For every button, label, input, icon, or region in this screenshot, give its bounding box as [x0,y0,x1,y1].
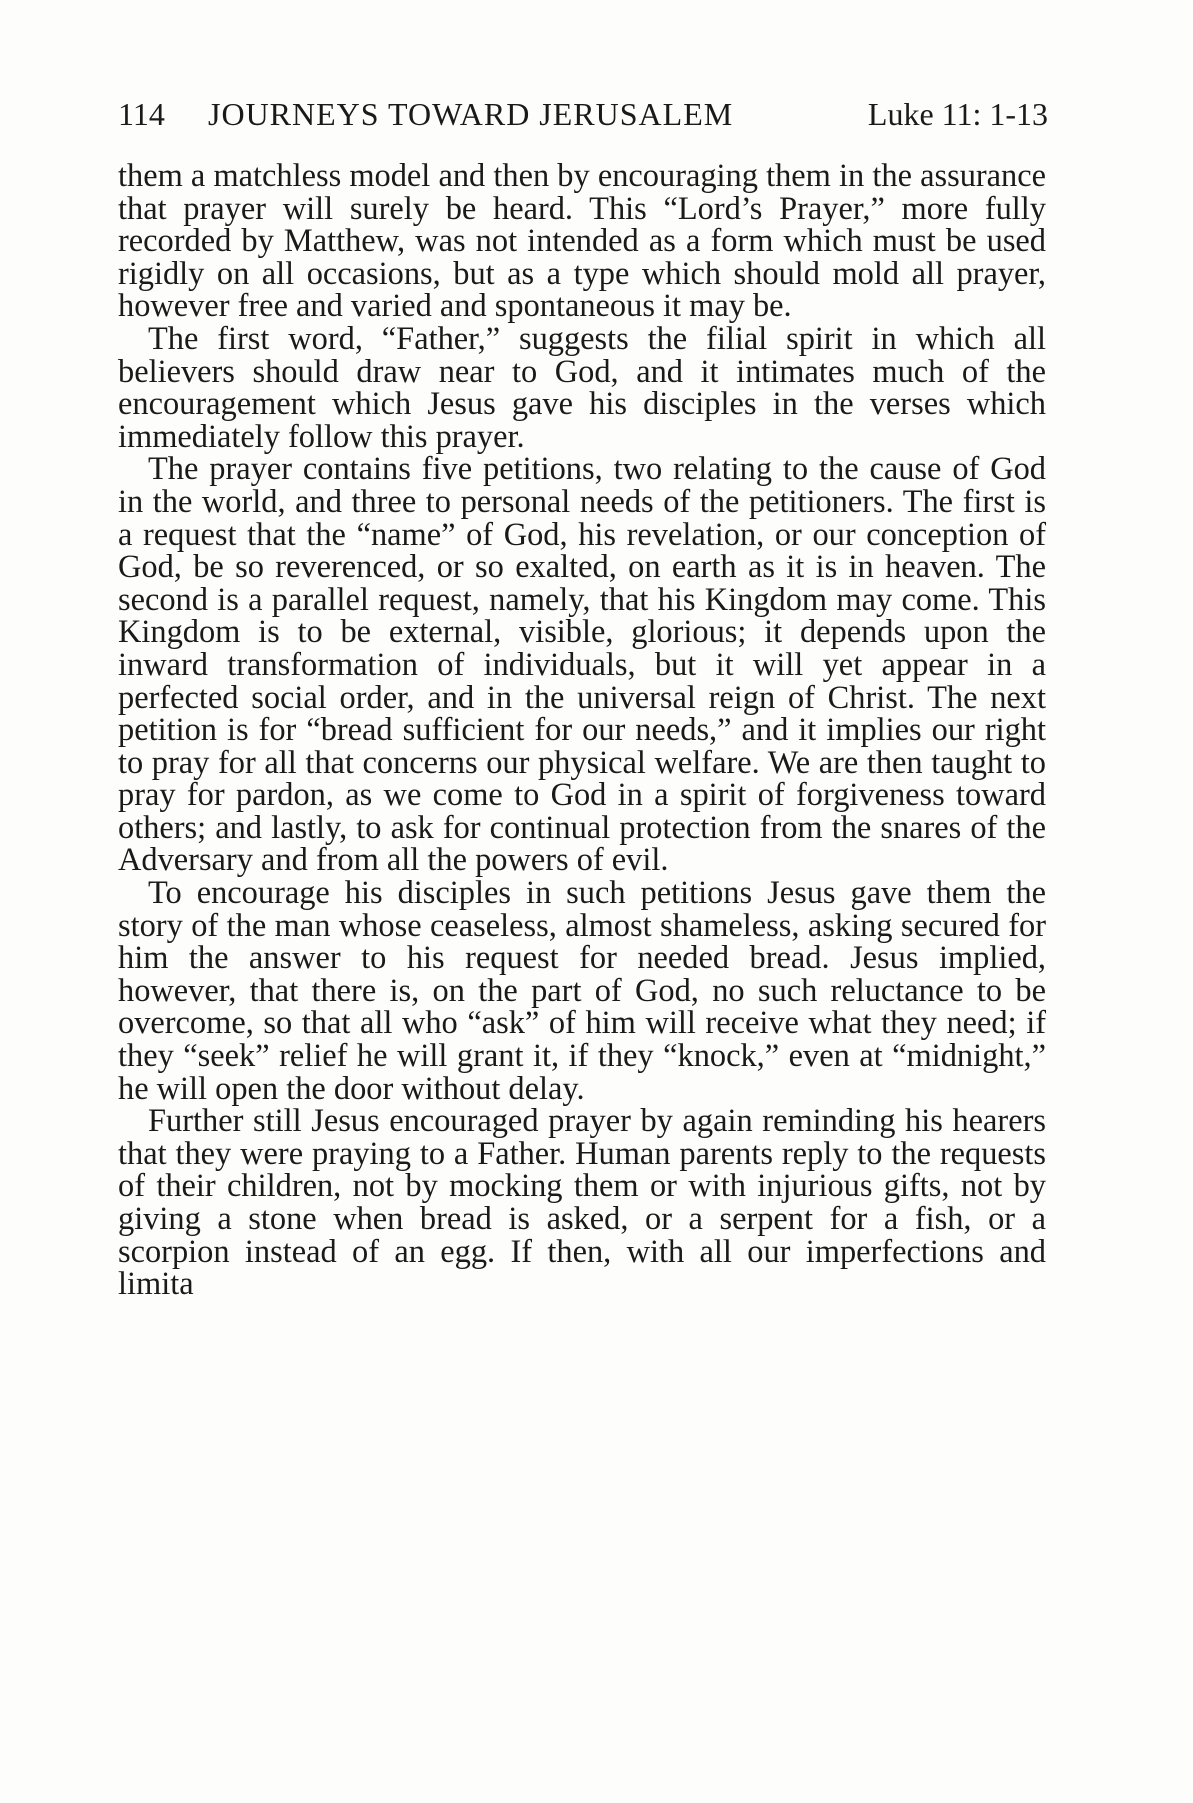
paragraph: The first word, “Father,” suggests the filial spirit in which all believers should draw near to God, and it intimates much of the encouragement which Jesus gave his disciples in the verses which immediately follow this prayer. [118,320,1046,455]
scripture-reference: Luke 11: 1-13 [867,96,1048,132]
paragraph: To encourage his disciples in such petitions Jesus gave them the story of the man whose ceaseless, almost shameless, asking secured for him the answer to his request for needed bread. Jesus implied, however, that there is, on the part of God, no such reluctance to be overcome, so that all who “ask” of him will receive what they need; if they “seek” relief he will grant it, if they “knock,” even at “midnight,” he will open the door without delay. [118,875,1046,1107]
running-header [118,96,1048,140]
paragraph: Further still Jesus encouraged prayer by again reminding his hearers that they were praying to a Father. Human parents reply to the requests of their children, not by mocking them or with injurious gifts, not by giving a stone when bread is asked, or a serpent for a fish, or a scorpion instead of an egg. If then, with all our imperfections and limita [118,1103,1046,1303]
paragraph-continuation: them a matchless model and then by encouraging them in the assurance that prayer will surely be heard. This “Lord’s Prayer,” more fully recorded by Matthew, was not intended as a form which must be used rigidly on all occasions, but as a type which should mold all prayer, however free and varied and spontaneous it may be. [118,158,1046,325]
body-text [118,160,1046,1301]
page-number: 114 [118,96,165,132]
running-title: JOURNEYS TOWARD JERUSALEM [208,96,734,132]
paragraph: The prayer contains five petitions, two relating to the cause of God in the world, and three to personal needs of the petitioners. The first is a request that the “name” of God, his revelation, or our conception of God, be so reverenced, or so exalted, on earth as it is in heaven. The second is a parallel request, namely, that his Kingdom may come. This Kingdom is to be external, visible, glorious; it depends upon the inward transformation of individuals, but it will yet appear in a perfected social order, and in the universal reign of Christ. The next petition is for “bread sufficient for our needs,” and it implies our right to pray for all that concerns our physical welfare. We are then taught to pray for pardon, as we come to God in a spirit of forgiveness toward others; and lastly, to ask for continual protection from the snares of the Adversary and from all the powers of evil. [118,451,1046,879]
